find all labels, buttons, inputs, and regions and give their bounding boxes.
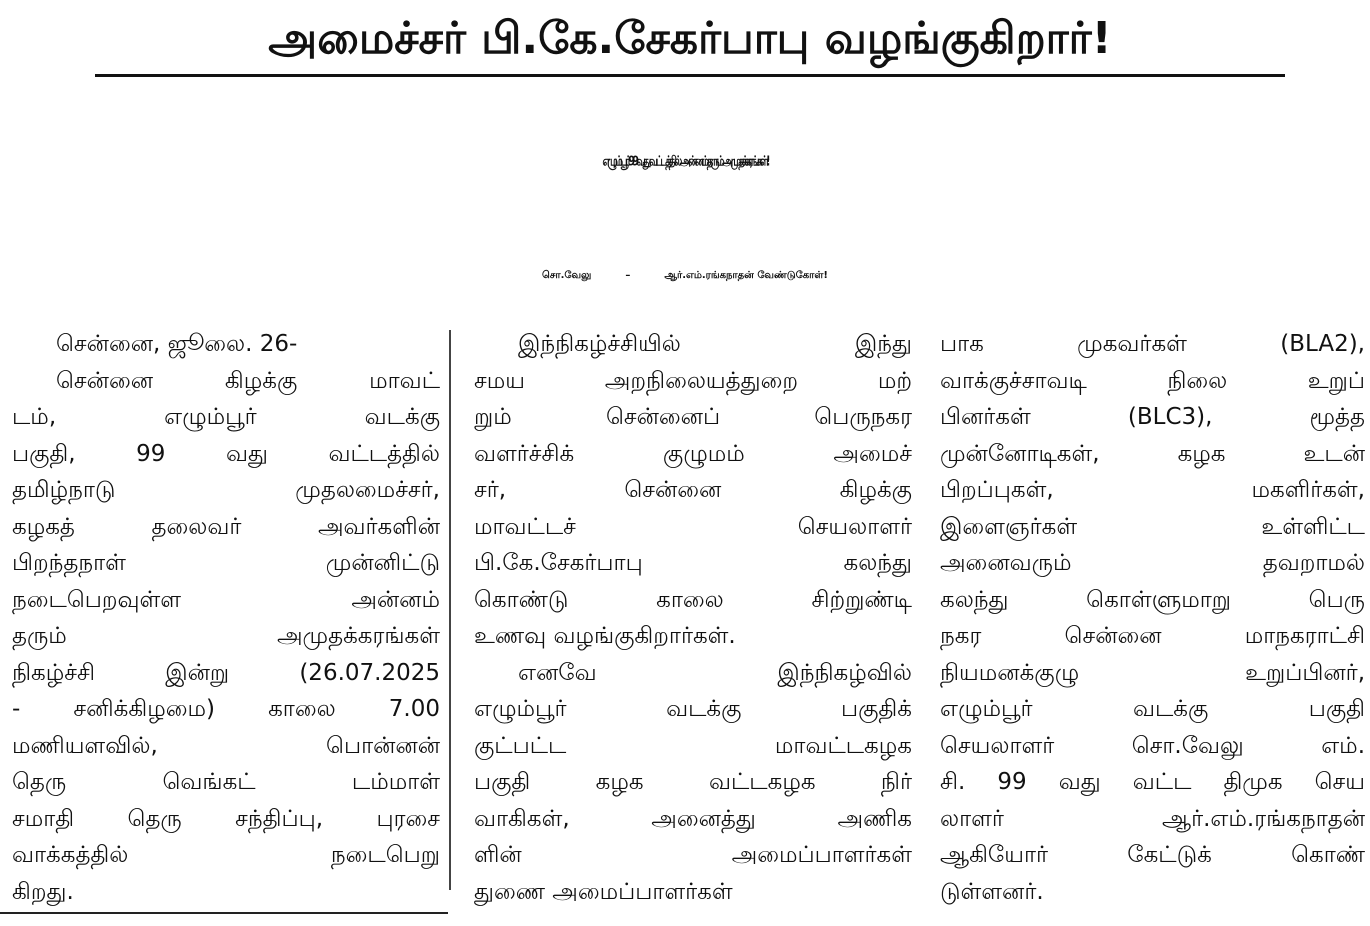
article-column-3	[940, 326, 1365, 910]
article-line: எழும்பூர் வடக்கு பகுதிக்	[474, 696, 912, 722]
article-line: பகுதி, 99 வது வட்டத்தில்	[12, 440, 440, 467]
article-line: இளைஞர்கள் உள்ளிட்ட	[940, 513, 1365, 540]
article-line: தெரு வெங்கட் டம்மாள்	[12, 769, 440, 795]
column-divider	[449, 330, 451, 890]
article-line: தரும் அமுதக்கரங்கள்	[12, 623, 440, 649]
subhead-dash: –	[625, 270, 631, 281]
article-line: ளின் அமைப்பாளர்கள்	[474, 842, 912, 868]
article-line: மாவட்டச் செயலாளர்	[474, 513, 912, 540]
article-line: பி.கே.சேகர்பாபு கலந்து	[474, 550, 912, 576]
article-line: றும் சென்னைப் பெருநகர	[474, 404, 912, 430]
article-line: வாக்கத்தில் நடைபெறு	[12, 842, 440, 868]
article-line: துணை அமைப்பாளர்கள்	[474, 878, 733, 905]
article-line: நகர சென்னை மாநகராட்சி	[940, 623, 1365, 649]
article-line: பிறப்புகள், மகளிர்கள்,	[940, 477, 1365, 503]
article-line: கிறது.	[12, 878, 74, 905]
article-line: நிகழ்ச்சி இன்று (26.07.2025	[12, 659, 440, 686]
article-line: கலந்து கொள்ளுமாறு பெரு	[940, 586, 1365, 613]
article-line: கழகத் தலைவர் அவர்களின்	[12, 513, 440, 540]
article-line: டம், எழும்பூர் வடக்கு	[12, 404, 440, 430]
article-line: டுள்ளனர்.	[940, 878, 1044, 905]
article-line: குட்பட்ட மாவட்டகழக	[474, 732, 912, 759]
article-line: வளர்ச்சிக் குழுமம் அமைச்	[474, 440, 912, 467]
article-line: இந்நிகழ்ச்சியில் இந்து	[518, 331, 912, 357]
article-line: உணவு வழங்குகிறார்கள்.	[474, 623, 736, 649]
article-line: - சனிக்கிழமை) காலை 7.00	[12, 696, 440, 722]
article-line: நியமனக்குழு உறுப்பினர்,	[940, 659, 1365, 686]
article-line: நடைபெறவுள்ள அன்னம்	[12, 586, 440, 613]
article-line: எழும்பூர் வடக்கு பகுதி	[940, 696, 1365, 722]
article-line: அனைவரும் தவறாமல்	[940, 550, 1365, 576]
article-line: பிறந்தநாள் முன்னிட்டு	[12, 550, 440, 576]
article-line: பாக முகவர்கள் (BLA2),	[940, 331, 1365, 357]
article-line: சமாதி தெரு சந்திப்பு, புரசை	[12, 805, 440, 832]
subheadline	[0, 236, 1370, 316]
article-line: சர், சென்னை கிழக்கு	[474, 477, 912, 503]
article-line: ஆகியோர் கேட்டுக் கொண்	[940, 842, 1365, 868]
subhead-left: சொ.வேலு	[542, 270, 592, 281]
article-line: கொண்டு காலை சிற்றுண்டி	[474, 586, 912, 613]
article-line: பகுதி கழக வட்டகழக நிர்	[474, 769, 912, 795]
article-line: எனவே இந்நிகழ்வில்	[518, 659, 912, 686]
main-headline: எழும்பூர் 99வது வட்டத்தில் அன்னம் தரும் அமுதக்கரங்கள்!	[602, 154, 768, 170]
article-line: சென்னை, ஜூலை. 26-	[56, 331, 298, 357]
article-column-1	[12, 326, 440, 910]
article-line: பினர்கள் (BLC3), மூத்த	[940, 404, 1365, 430]
bottom-rule	[0, 912, 448, 914]
article-line: செயலாளர் சொ.வேலு எம்.	[940, 732, 1365, 759]
article-line: வாக்குச்சாவடி நிலை உறுப்	[940, 367, 1365, 394]
article-line: வாகிகள், அனைத்து அணிக	[474, 805, 912, 832]
article-line: சென்னை கிழக்கு மாவட்	[56, 367, 440, 394]
article-line: சமய அறநிலையத்துறை மற்	[474, 367, 912, 394]
article-line: முன்னோடிகள், கழக உடன்	[940, 440, 1365, 467]
article-line: லாளர் ஆர்.எம்.ரங்கநாதன்	[940, 805, 1365, 832]
kicker-headline: அமைச்சர் பி.கே.சேகர்பாபு வழங்குகிறார்!	[95, 4, 1285, 77]
article-line: மணியளவில், பொன்னன்	[12, 732, 440, 759]
subhead-right: ஆர்.எம்.ரங்கநாதன் வேண்டுகோள்!	[664, 270, 828, 281]
article-line: தமிழ்நாடு முதலமைச்சர்,	[12, 477, 440, 503]
article-column-2	[474, 326, 912, 910]
article-line: சி. 99 வது வட்ட திமுக செய	[940, 769, 1365, 795]
